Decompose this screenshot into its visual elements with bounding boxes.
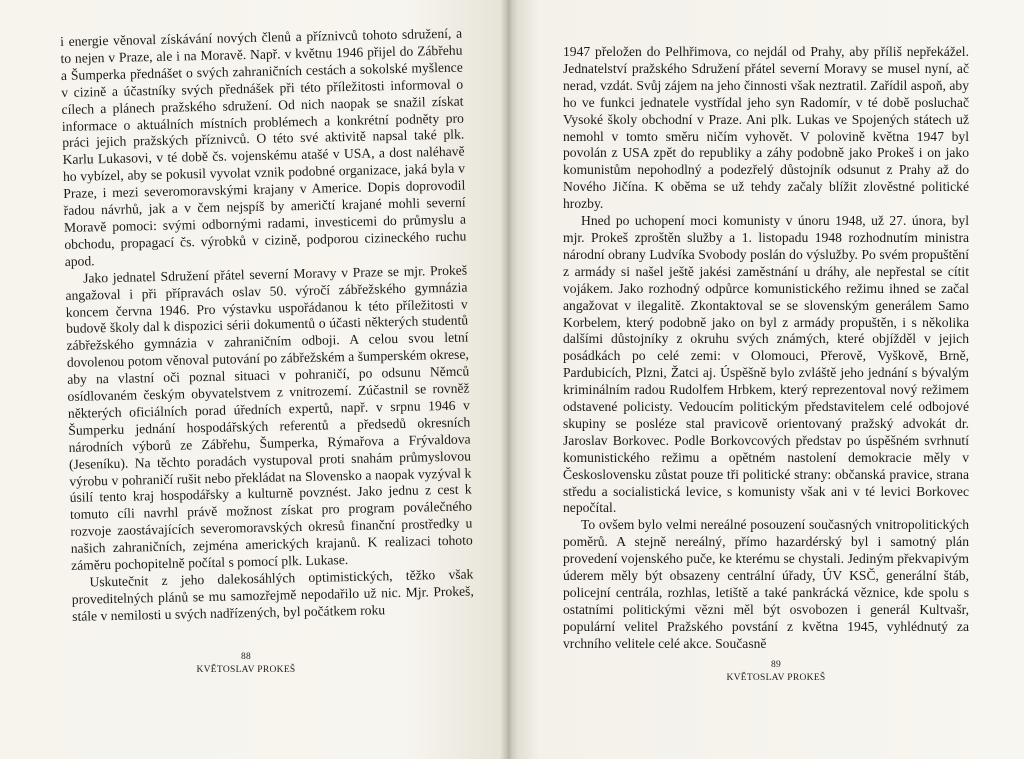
- right-page-text: [563, 44, 969, 653]
- paragraph: 1947 přeložen do Pelhřimova, co nejdál od Prahy, aby příliš nepřekážel. Jednatelství pražského Sdružení přátel severní Moravy se musel nyní, ač nerad, vzdát. Svůj zájem na jeho činnosti však neztratil. Zařídil aspoň, aby ho ve funkci jednatele vystřídal jeho syn Radomír, v té době posluchač Vysoké školy obchodní v Praze. Ani plk. Lukas ve Spojených státech už nemohl v tomto směru ničím vyhovět. V polovině května 1947 byl povolán z USA zpět do republiky a záhy podobně jako Prokeš i on jako komunistům nepohodlný a podezřelý důstojník odsunut z Prahy až do Nového Jičína. K oběma se už tehdy začaly blížit zlověstné politické hrozby.: [563, 44, 969, 212]
- left-page: [0, 0, 508, 759]
- right-page: [508, 0, 1024, 759]
- page-number: 89: [770, 660, 782, 670]
- right-page-footer: [518, 659, 1024, 685]
- left-page-text: [60, 26, 474, 626]
- paragraph: Jako jednatel Sdružení přátel severní Moravy v Praze se mjr. Prokeš angažoval i při přípravách oslav 50. výročí zábřežského gymnázia koncem června 1946. Pro výstavku uspořádanou k této příležitosti v budově školy dal k dispozici sérii dokumentů o účasti některých studentů zábřežského gymnázia v zahraničním odboji. A celou svou letní dovolenou potom věnoval putování po zábřežském a šumperském okrese, aby na vlastní oči poznal situaci v pohraničí, po odsunu Němců osídlovaném českým obyvatelstvem z vnitrozemí. Zúčastnil se rovněž některých oficiálních porad úředních expertů, např. v srpnu 1946 v Šumperku jednání hospodářských referentů a předsedů okresních národních výborů ze Zábřehu, Šumperka, Rýmařova a Frývaldova (Jeseníku). Na těchto poradách vystupoval proti snahám průmyslovou výrobu v pohraničí rušit nebo překládat na Slovensko a naopak vyzýval k úsilí tento kraj hospodářsky a kulturně povznést. Jako jednu z cest k tomuto cíli navrhl právě možnost získat pro program poválečného rozvoje zaostávajících severomoravských okresů finanční prostředky u našich zahraničních, zejména amerických krajanů. K realizaci tohoto záměru pochopitelně počítal s pomocí plk. Lukase.: [65, 262, 473, 573]
- paragraph: Uskutečnit z jeho dalekosáhlých optimistických, těžko však proveditelných plánů se mu samozřejmě nepodařilo už nic. Mjr. Prokeš, stále v nemilosti u svých nadřízených, byl počátkem roku: [71, 566, 474, 624]
- page-number: 88: [240, 652, 252, 662]
- running-footer: KVĚTOSLAV PROKEŠ: [196, 665, 296, 675]
- book-gutter: [500, 0, 518, 759]
- running-footer: KVĚTOSLAV PROKEŠ: [726, 673, 826, 683]
- paragraph: i energie věnoval získávání nových členů a příznivců tohoto sdružení, a to nejen v Praze, ale i na Moravě. Např. v květnu 1946 přijel do Zábřehu a Šumperka přednášet o svých zahraničních cestách a sokolské myšlence v cizině a účastníky svých přednášek při této příležitosti informoval o cílech a plánech pražského sdružení. Od nich naopak se snažil získat informace o aktuálních místních problémech a konkrétní podněty pro práci jejich pražských příznivců. O této své aktivitě napsal také plk. Karlu Lukasovi, v té době čs. vojenskému atašé v USA, a dost naléhavě ho vybízel, aby se pokusil vyvolat vznik podobné organizace, jaká byla v Praze, i mezi severomoravskými krajany v Americe. Dopis doprovodil řadou návrhů, jak a v čem nejspíš by američtí krajané mohli severní Moravě pomoci: svými odbornými radami, investicemi do průmyslu a obchodu, propagací čs. výrobků v cizině, podporou cizineckého ruchu apod.: [60, 25, 467, 269]
- paragraph: To ovšem bylo velmi nereálné posouzení současných vnitropolitických poměrů. A stejně nereálný, přímo hazardérský byl i samotný plán provedení vojenského puče, ke kterému se chystali. Jediným překvapivým úderem měly být obsazeny centrální úřady, ÚV KSČ, generální štáb, policejní centrála, rozhlas, letiště a také pankrácká věznice, kde spolu s ostatními politickými vězni měl být osvobozen i generál Kultvašr, populární velitel Pražského povstání z května 1945, vyhlédnutý za vrchního velitele celé akce. Současně: [563, 517, 969, 651]
- left-page-footer: [0, 651, 500, 677]
- paragraph: Hned po uchopení moci komunisty v únoru 1948, už 27. února, byl mjr. Prokeš zproštěn služby a 1. listopadu 1948 rozhodnutím ministra národní obrany Ludvíka Svobody poslán do výslužby. Po svém propuštění z armády si našel ještě jakési zaměstnání u dráhy, ale nepřestal se cítit vojákem. Jako rozhodný odpůrce komunistického režimu ihned se začal angažovat v ilegalitě. Zkontaktoval se se slovenským generálem Samo Korbelem, který podobně jako on byl z armády propuštěn, i s několika dalšími důstojníky z okruhu svých známých, které objížděl v jejich posádkách po celé zemi: v Olomouci, Přerově, Vyškově, Brně, Pardubicích, Plzni, Žatci aj. Úspěšně bylo zvláště jeho jednání s bývalým kriminálním radou Rudolfem Hrbkem, který reprezentoval nový režimem odstavené policisty. Vedoucím politickým představitelem celé odbojové skupiny se posléze stal pravicově orientovaný pražský advokát dr. Jaroslav Borkovec. Podle Borkovcových představ po úspěšném svrhnutí komunistického režimu a opětném nastolení demokracie měly v Československu zůstat pouze tři politické strany: občanská pravice, strana středu a socialistická levice, s komunisty však ani v té levici Borkovec nepočítal.: [563, 213, 969, 516]
